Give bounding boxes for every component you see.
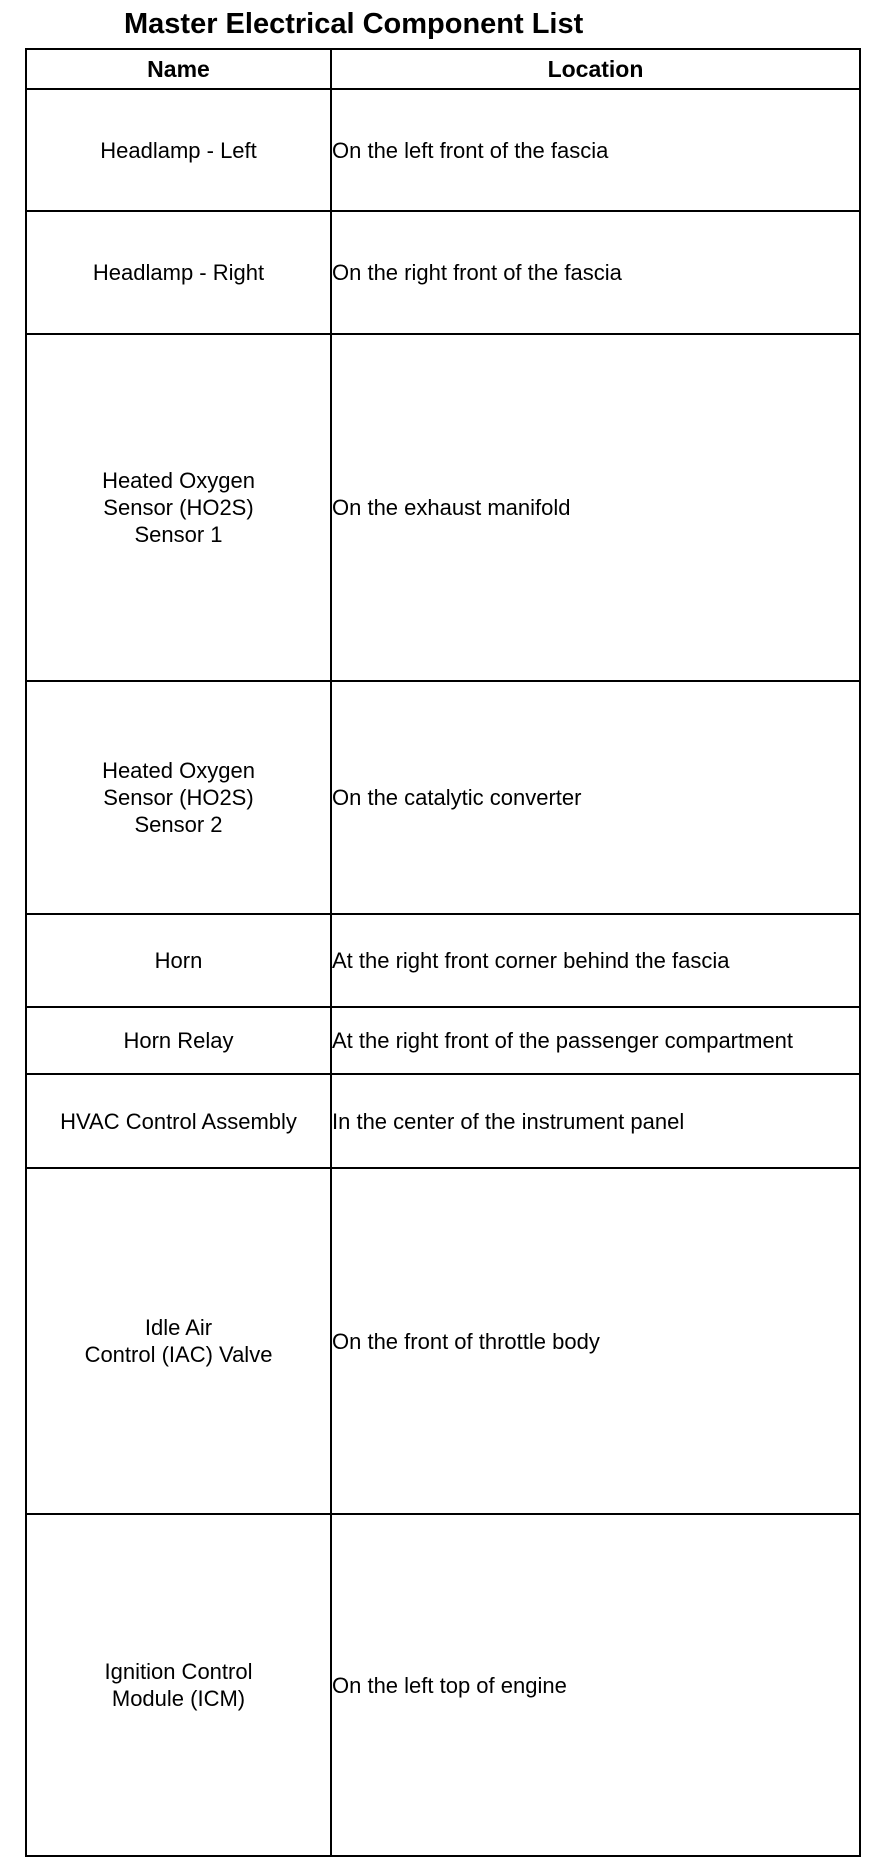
component-name-line: Ignition Control [104, 1659, 253, 1684]
component-name [26, 681, 331, 914]
component-table [25, 48, 861, 1857]
table-row [26, 1168, 860, 1514]
component-location: On the left top of engine [331, 1514, 860, 1856]
component-location: At the right front corner behind the fascia [331, 914, 860, 1007]
component-name-line: Headlamp - Right [92, 260, 265, 285]
component-name [26, 1007, 331, 1074]
component-location: On the left front of the fascia [331, 89, 860, 211]
component-name [26, 334, 331, 681]
column-header-name: Name [26, 49, 331, 89]
table-row [26, 89, 860, 211]
component-location: On the front of throttle body [331, 1168, 860, 1514]
component-name-line: Sensor (HO2S) [103, 495, 254, 520]
column-header-location: Location [331, 49, 860, 89]
table-header-row [26, 49, 860, 89]
component-name [26, 89, 331, 211]
table-row [26, 334, 860, 681]
component-location: On the right front of the fascia [331, 211, 860, 334]
table-row [26, 1514, 860, 1856]
component-name-line: Sensor 2 [134, 812, 223, 837]
component-name [26, 1514, 331, 1856]
component-name [26, 1074, 331, 1168]
table-row [26, 681, 860, 914]
document-title: Master Electrical Component List [124, 8, 584, 40]
component-name-line: HVAC Control Assembly [60, 1108, 297, 1134]
component-name [26, 211, 331, 334]
component-name-line: Control (IAC) Valve [84, 1342, 273, 1367]
component-location: In the center of the instrument panel [331, 1074, 860, 1168]
component-name-line: Headlamp - Left [100, 137, 257, 163]
component-name-line: Idle Air [144, 1315, 213, 1340]
component-name-line: Module (ICM) [111, 1686, 246, 1711]
component-name-line: Heated Oxygen [102, 468, 255, 493]
component-name-line: Horn Relay [123, 1028, 234, 1053]
component-name [26, 1168, 331, 1514]
component-name-line: Sensor 1 [134, 522, 223, 547]
table-row [26, 211, 860, 334]
component-location: On the exhaust manifold [331, 334, 860, 681]
table-row [26, 1074, 860, 1168]
component-name-line: Sensor (HO2S) [103, 785, 254, 810]
component-name [26, 914, 331, 1007]
component-location: On the catalytic converter [331, 681, 860, 914]
component-name-line: Heated Oxygen [102, 758, 255, 783]
table-row [26, 1007, 860, 1074]
component-location: At the right front of the passenger compartment [331, 1007, 860, 1074]
table-row [26, 914, 860, 1007]
table-body [26, 89, 860, 1856]
component-name-line: Horn [154, 948, 203, 973]
